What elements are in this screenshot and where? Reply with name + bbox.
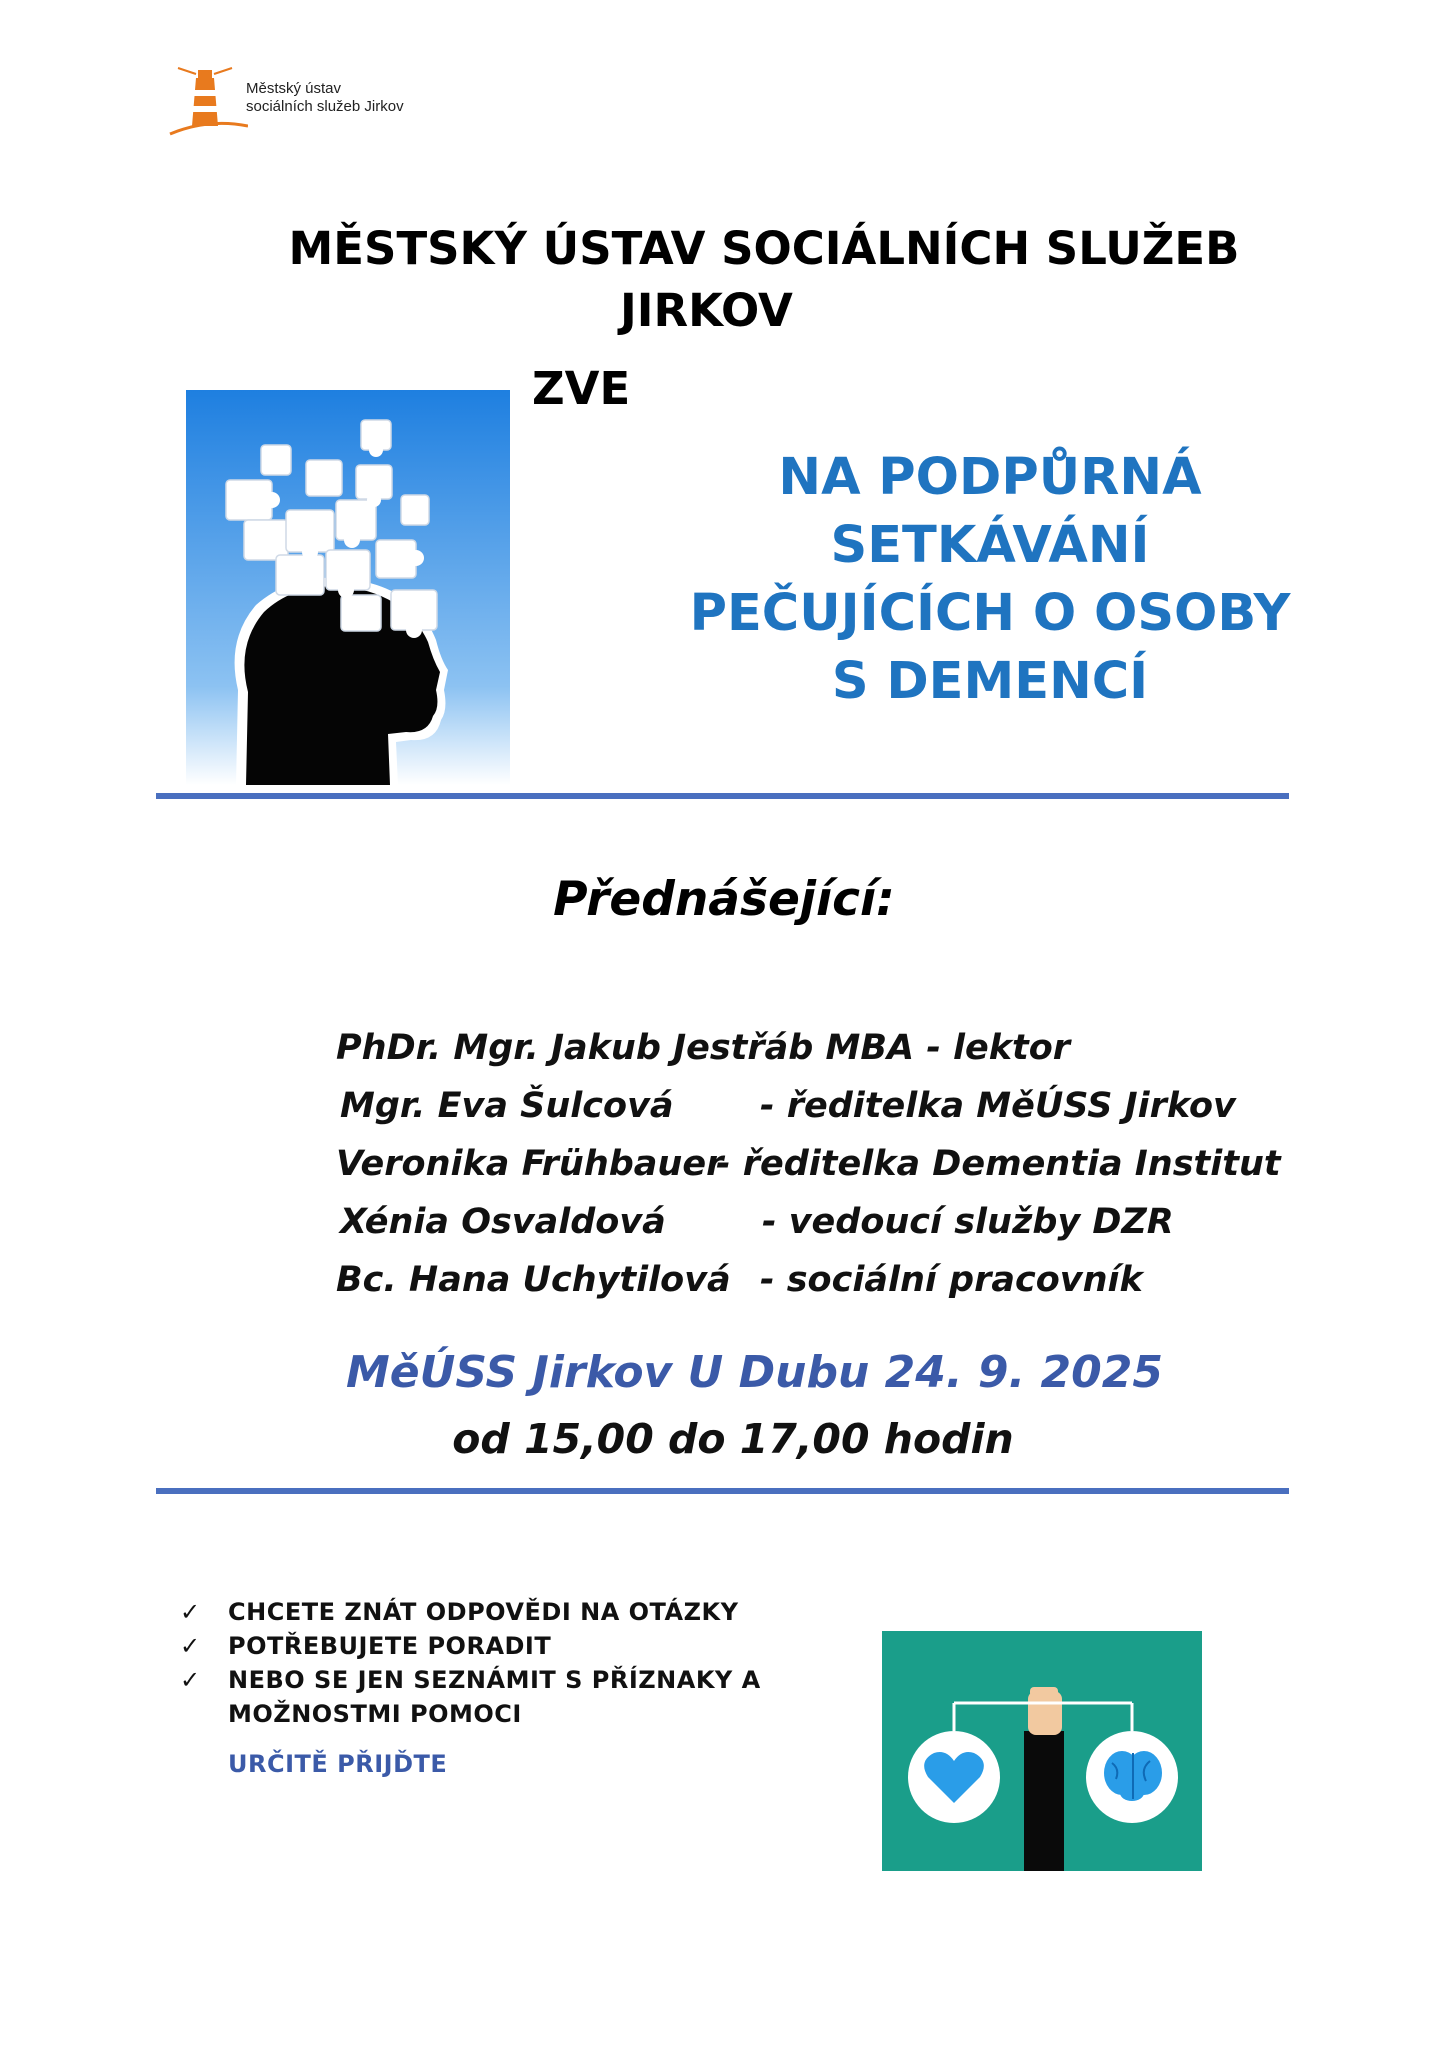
headline-line-1: NA PODPŮRNÁ xyxy=(778,448,1202,507)
headline-line-3: PEČUJÍCÍCH O OSOBY xyxy=(689,584,1291,643)
event-time: od 15,00 do 17,00 hodin xyxy=(452,1415,1014,1463)
check-icon: ✓ xyxy=(180,1598,201,1626)
logo-line-2: sociálních služeb Jirkov xyxy=(246,98,404,115)
headline-line-4: S DEMENCÍ xyxy=(831,652,1149,711)
speaker-2-name: Mgr. Eva Šulcová xyxy=(340,1086,674,1126)
logo-text xyxy=(246,80,404,116)
speaker-1-role: - lektor xyxy=(926,1028,1071,1068)
speaker-3-role: - ředitelka Dementia Institut xyxy=(716,1144,1281,1184)
speaker-5-name: Bc. Hana Uchytilová xyxy=(336,1260,731,1300)
check-icon: ✓ xyxy=(180,1666,201,1694)
divider-top xyxy=(156,793,1289,799)
head-puzzle-icon xyxy=(186,390,510,785)
invite-word: ZVE xyxy=(532,362,631,415)
bullet-item: ✓ CHCETE ZNÁT ODPOVĚDI NA OTÁZKY xyxy=(180,1595,880,1629)
speaker-2-role: - ředitelka MěÚSS Jirkov xyxy=(760,1086,1236,1126)
speaker-5-role: - sociální pracovník xyxy=(760,1260,1143,1300)
logo xyxy=(168,60,438,140)
org-title-line-1: MĚSTSKÝ ÚSTAV SOCIÁLNÍCH SLUŽEB xyxy=(288,222,1240,275)
logo-line-1: Městský ústav xyxy=(246,80,342,97)
divider-bottom xyxy=(156,1488,1289,1494)
speaker-1-name: PhDr. Mgr. Jakub Jestřáb MBA xyxy=(336,1028,915,1068)
head-puzzle-illustration xyxy=(186,390,510,785)
heart-brain-balance-icon xyxy=(882,1631,1202,1871)
bullet-item: ✓ NEBO SE JEN SEZNÁMIT S PŘÍZNAKY A MOŽNOSTMI POMOCI xyxy=(180,1663,828,1731)
speaker-4-role: - vedoucí služby DZR xyxy=(762,1202,1174,1242)
lighthouse-icon xyxy=(168,60,248,138)
speaker-3-name: Veronika Frühbauer xyxy=(336,1144,724,1184)
headline-line-2: SETKÁVÁNÍ xyxy=(830,516,1150,575)
speaker-1 xyxy=(336,1026,1070,1070)
heart-brain-balance-illustration xyxy=(882,1631,1202,1871)
check-icon: ✓ xyxy=(180,1632,201,1660)
speakers-title: Přednášející: xyxy=(553,872,895,927)
call-to-action: URČITĚ PŘIJĎTE xyxy=(228,1750,448,1778)
event-place-date: MěÚSS Jirkov U Dubu 24. 9. 2025 xyxy=(346,1347,1163,1398)
bullet-item: ✓ POTŘEBUJETE PORADIT xyxy=(180,1629,880,1663)
speaker-4-name: Xénia Osvaldová xyxy=(340,1202,666,1242)
org-title-line-2: JIRKOV xyxy=(620,284,793,337)
bullet-list xyxy=(180,1595,880,1731)
